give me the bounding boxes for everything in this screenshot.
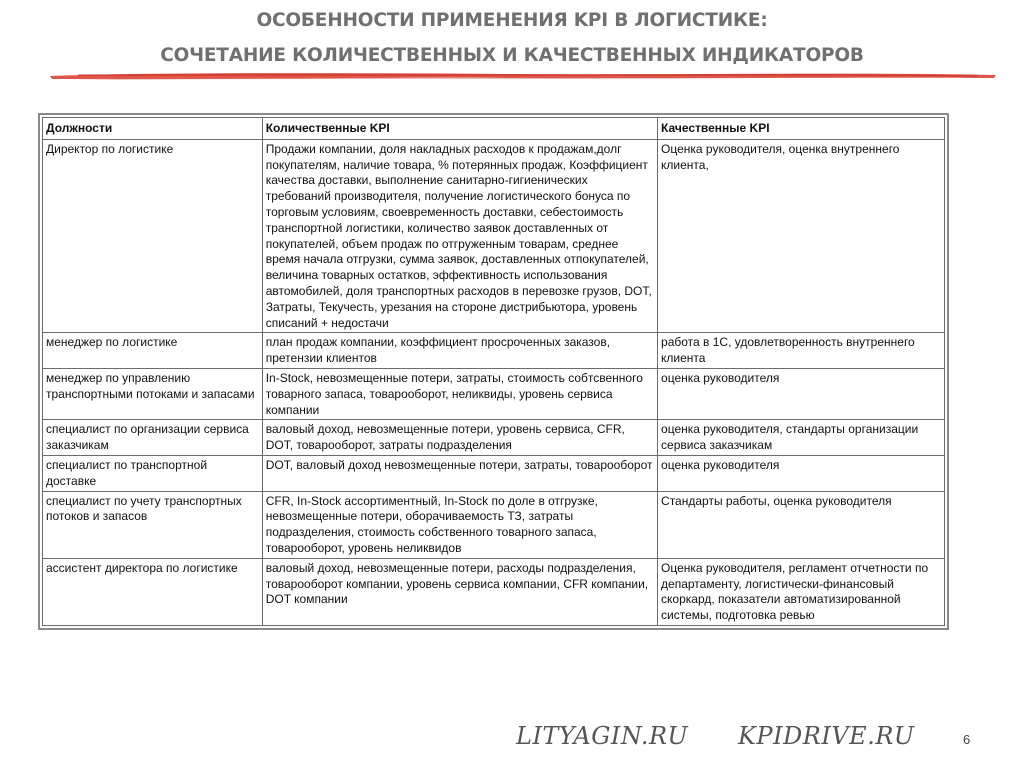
cell-qualitative: оценка руководителя bbox=[658, 368, 945, 419]
cell-position: менеджер по логистике bbox=[43, 333, 263, 369]
cell-position: специалист по организации сервиса заказчикам bbox=[43, 420, 263, 456]
column-header-qualitative: Качественные KPI bbox=[658, 118, 945, 140]
cell-position: специалист по транспортной доставке bbox=[43, 455, 263, 491]
cell-quantitative: DOT, валовый доход невозмещенные потери, затраты, товарооборот bbox=[262, 455, 657, 491]
cell-qualitative: Стандарты работы, оценка руководителя bbox=[658, 491, 945, 558]
cell-quantitative: Продажи компании, доля накладных расходов к продажам,долг покупателям, наличие товара, % потерянных продаж, Коэффициент качества доставки, выполнение санитарно-гигиенических требований производителя, получение логистического бонуса по торговым условиям, своевременность доставки, себестоимость транспортной логистики, количество заявок доставленных от покупателей, объем продаж по отгруженным товарам, среднее время начала отгрузки, сумма заявок, доставленных отпокупателей, величина товарных остатков, эффективность использования автомобилей, доля транспортных расходов в перевозке грузов, DOT, Затраты, Текучесть, урезания на стороне дистрибьютора, уровень списаний + недостачи bbox=[262, 139, 657, 333]
column-header-quantitative: Количественные KPI bbox=[262, 118, 657, 140]
column-header-position: Должности bbox=[43, 118, 263, 140]
table-row bbox=[43, 491, 945, 558]
cell-position: менеджер по управлению транспортными потоками и запасами bbox=[43, 368, 263, 419]
cell-quantitative: план продаж компании, коэффициент просроченных заказов, претензии клиентов bbox=[262, 333, 657, 369]
table-row bbox=[43, 368, 945, 419]
red-brush-underline bbox=[48, 68, 998, 84]
table-row bbox=[43, 558, 945, 625]
slide-title-line1: ОСОБЕННОСТИ ПРИМЕНЕНИЯ KPI В ЛОГИСТИКЕ: bbox=[256, 10, 768, 31]
cell-quantitative: In-Stock, невозмещенные потери, затраты, стоимость собтсвенного товарного запаса, товарооборот, неликвиды, уровень сервиса компании bbox=[262, 368, 657, 419]
slide-title-line2: СОЧЕТАНИЕ КОЛИЧЕСТВЕННЫХ И КАЧЕСТВЕННЫХ ИНДИКАТОРОВ bbox=[160, 45, 864, 66]
cell-qualitative: оценка руководителя bbox=[658, 455, 945, 491]
cell-position: ассистент директора по логистике bbox=[43, 558, 263, 625]
cell-quantitative: валовый доход, невозмещенные потери, расходы подразделения, товарооборот компании, уровень сервиса компании, CFR компании, DOT компании bbox=[262, 558, 657, 625]
cell-qualitative: работа в 1С, удовлетворенность внутреннего клиента bbox=[658, 333, 945, 369]
cell-qualitative: Оценка руководителя, оценка внутреннего клиента, bbox=[658, 139, 945, 333]
table-row bbox=[43, 139, 945, 333]
cell-position: Директор по логистике bbox=[43, 139, 263, 333]
table-row bbox=[43, 455, 945, 491]
page-number: 6 bbox=[963, 732, 971, 747]
cell-qualitative: оценка руководителя, стандарты организации сервиса заказчикам bbox=[658, 420, 945, 456]
kpi-table-frame bbox=[38, 113, 949, 630]
table-header-row bbox=[43, 118, 945, 140]
cell-quantitative: валовый доход, невозмещенные потери, уровень сервиса, CFR, DOT, товарооборот, затраты подразделения bbox=[262, 420, 657, 456]
cell-qualitative: Оценка руководителя, регламент отчетности по департаменту, логистически-финансовый скоркард, показатели автоматизированной системы, подготовка ревью bbox=[658, 558, 945, 625]
cell-quantitative: CFR, In-Stock ассортиментный, In-Stock по доле в отгрузке, невозмещенные потери, оборачиваемость ТЗ, затраты подразделения, стоимость собственного товарного запаса, товарооборот, уровень неликвидов bbox=[262, 491, 657, 558]
kpi-table bbox=[42, 117, 945, 626]
table-row bbox=[43, 420, 945, 456]
footer-link-lityagin[interactable]: LITYAGIN.RU bbox=[516, 722, 689, 750]
table-row bbox=[43, 333, 945, 369]
footer-link-kpidrive[interactable]: KPIDRIVE.RU bbox=[738, 722, 915, 750]
cell-position: специалист по учету транспортных потоков и запасов bbox=[43, 491, 263, 558]
